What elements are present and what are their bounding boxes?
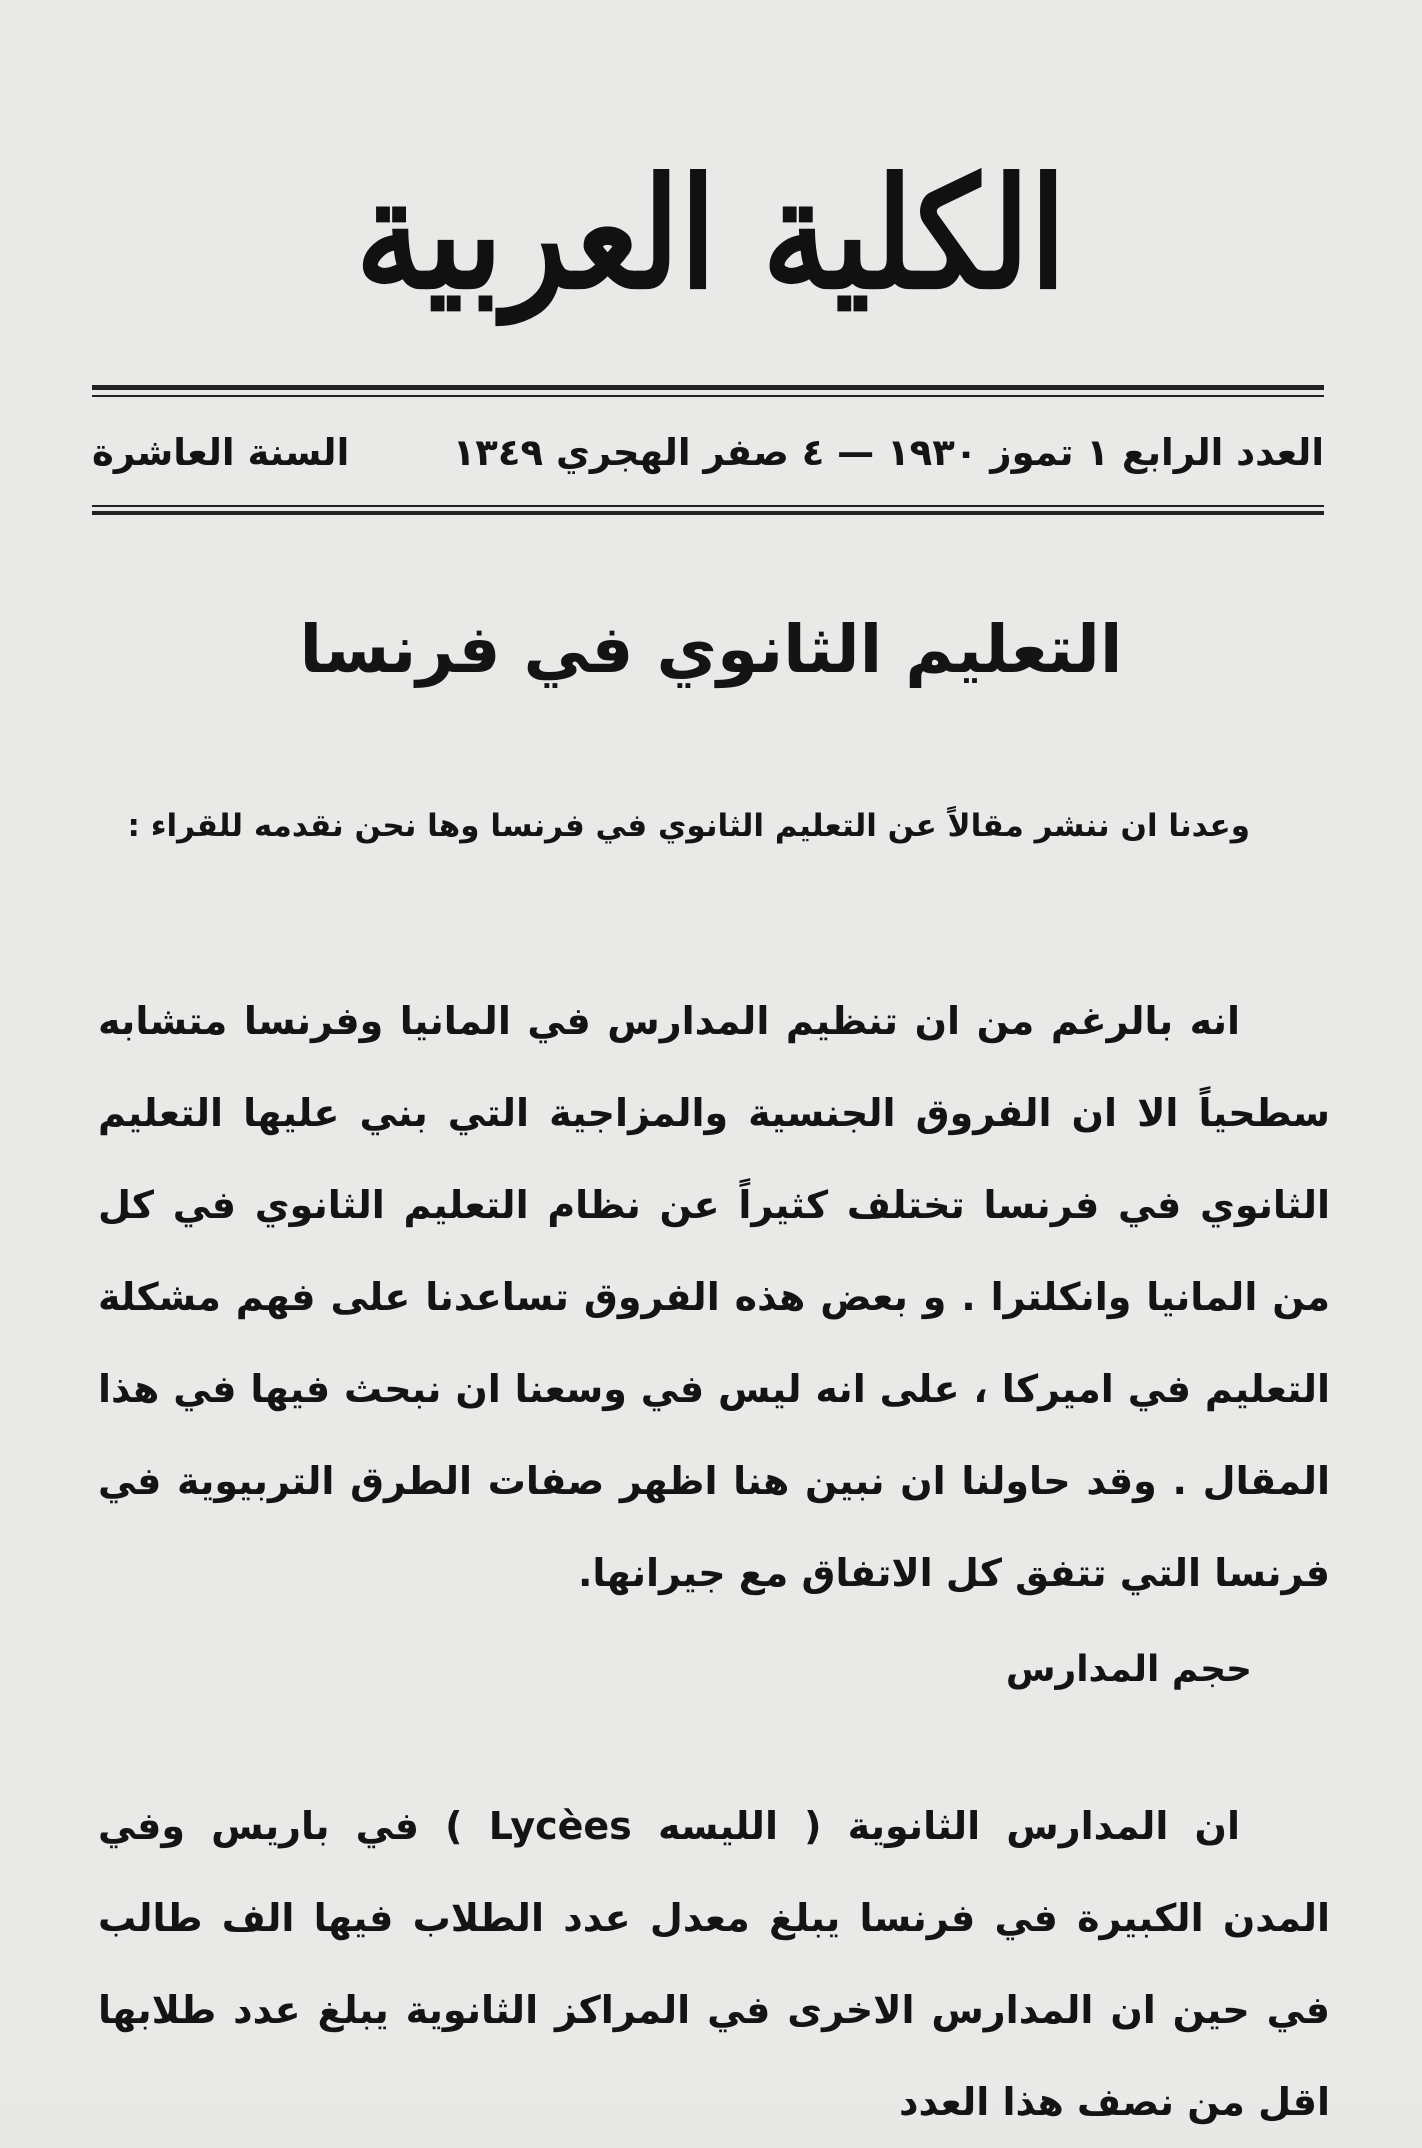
masthead <box>0 120 1422 360</box>
issue-info: العدد الرابع ١ تموز ١٩٣٠ — ٤ صفر الهجري ١٣٤٩ <box>452 430 1324 474</box>
masthead-title: الكلية العربية <box>355 145 1067 324</box>
section-subheading: حجم المدارس <box>1005 1649 1252 1690</box>
article-paragraph-1: انه بالرغم من ان تنظيم المدارس في المانيا وفرنسا متشابه سطحياً الا ان الفروق الجنسية والمزاجية التي بني عليها التعليم الثانوي في فرنسا تختلف كثيراً عن نظام التعليم الثانوي في كل من المانيا وانكلترا . و بعض هذه الفروق تساعدنا على فهم مشكلة التعليم في اميركا ، على انه ليس في وسعنا ان نبحث فيها في هذا المقال . وقد حاولنا ان نبين هنا اظهر صفات الطرق التربيوية في فرنسا التي تتفق كل الاتفاق مع جيرانها. <box>98 999 1330 1595</box>
article-title: التعليم الثانوي في فرنسا <box>299 611 1123 688</box>
article-intro: وعدنا ان ننشر مقالاً عن التعليم الثانوي في فرنسا وها نحن نقدمه للقراء : <box>127 808 1250 844</box>
volume-year: السنة العاشرة <box>92 430 350 474</box>
header-rule-top-thin <box>92 395 1324 397</box>
header-rule-bottom-thick <box>92 511 1324 515</box>
article-paragraph-2: ان المدارس الثانوية ( الليسه Lycèes ) في باريس وفي المدن الكبيرة في فرنسا يبلغ معدل عدد الطلاب فيها الف طالب في حين ان المدارس الاخرى في المراكز الثانوية يبلغ عدد طلابها اقل من نصف هذا العدد <box>98 1804 1330 2124</box>
header-rule-bottom-thin <box>92 505 1324 507</box>
issue-line <box>92 410 1324 494</box>
header-rule-top-thick <box>92 385 1324 390</box>
